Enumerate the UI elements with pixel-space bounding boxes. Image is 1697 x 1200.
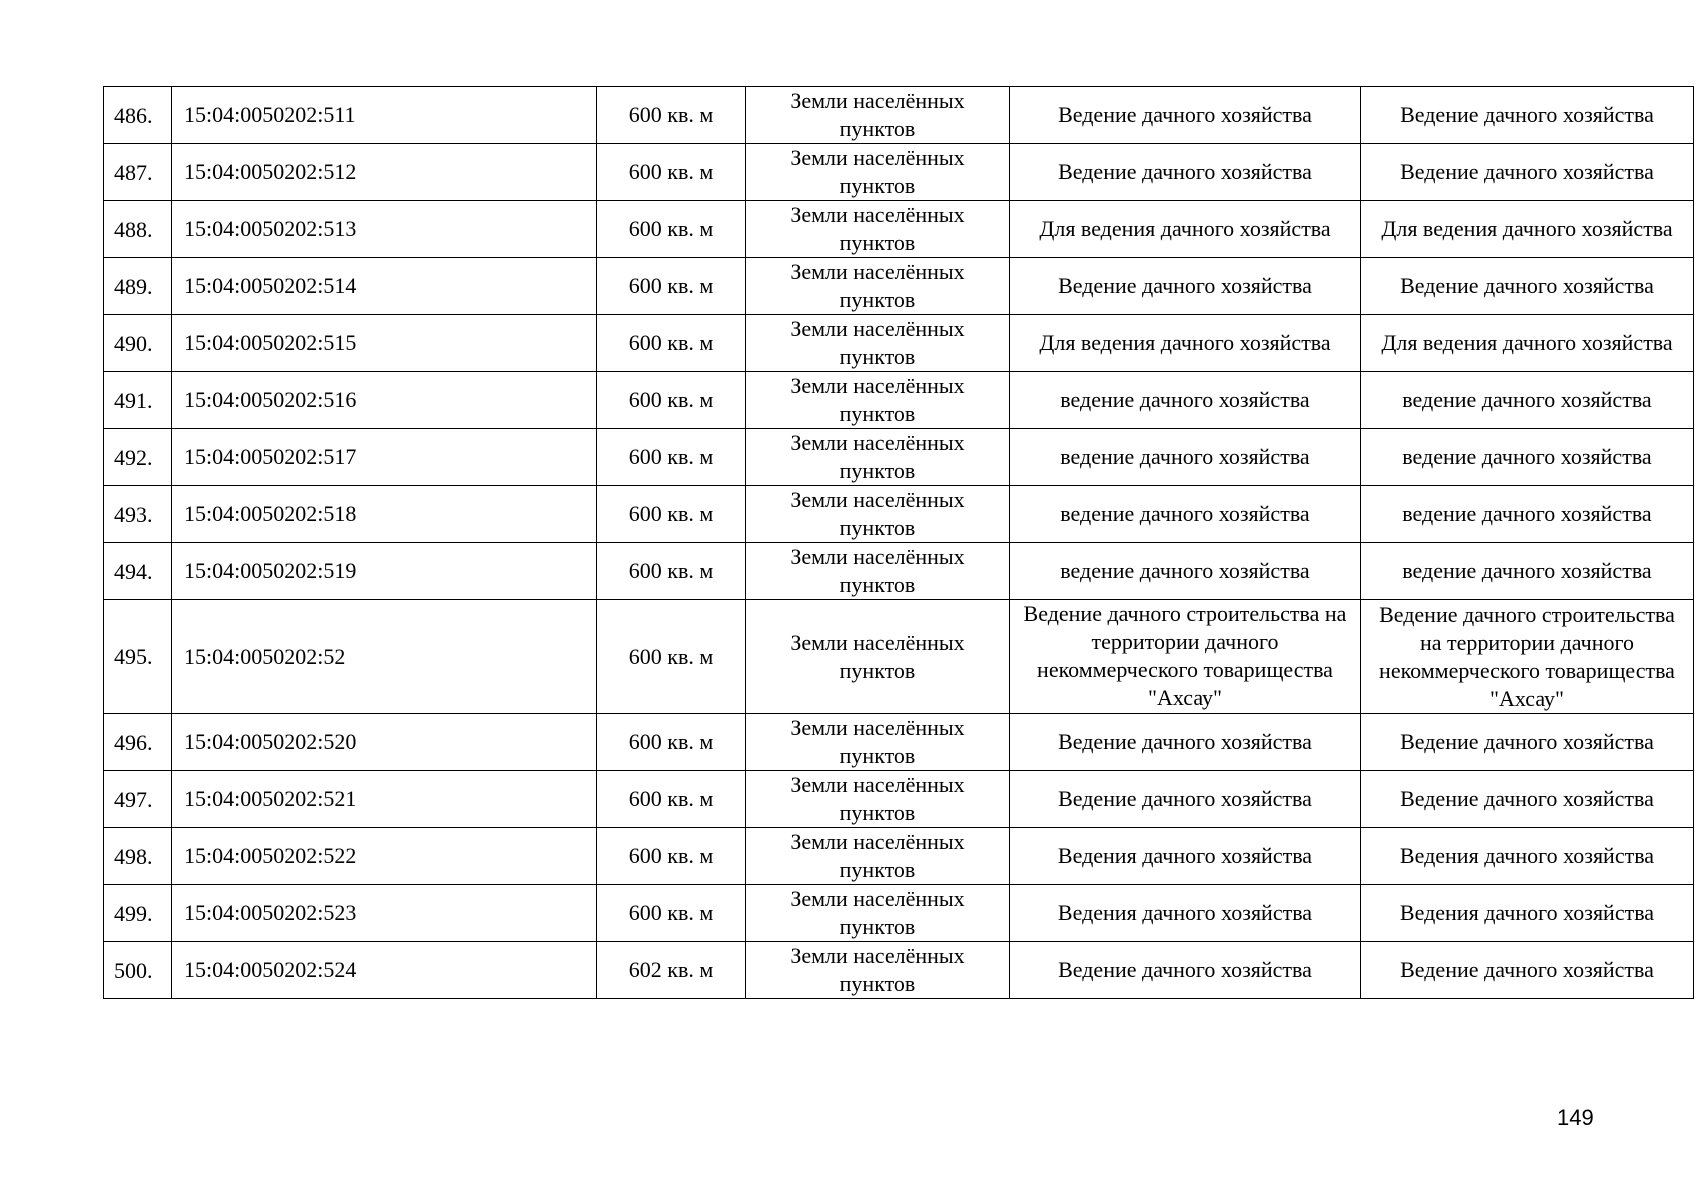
permitted-use: Для ведения дачного хозяйства: [1010, 201, 1361, 258]
permitted-use: ведение дачного хозяйства: [1010, 372, 1361, 429]
land-category-line: Земли населённых: [790, 259, 965, 284]
land-category-line: Земли населённых: [790, 886, 965, 911]
row-number: 493.: [104, 486, 172, 543]
land-category: [746, 201, 1010, 258]
table-row: [104, 771, 1694, 828]
land-category: [746, 828, 1010, 885]
row-number: 499.: [104, 885, 172, 942]
land-category: [746, 543, 1010, 600]
land-category: [746, 429, 1010, 486]
table-row: [104, 258, 1694, 315]
permitted-use: ведение дачного хозяйства: [1010, 429, 1361, 486]
table-row: [104, 315, 1694, 372]
row-number: 500.: [104, 942, 172, 999]
land-plots-table: [103, 86, 1694, 999]
row-number: 496.: [104, 714, 172, 771]
land-category: [746, 600, 1010, 714]
table-row: [104, 714, 1694, 771]
row-number: 487.: [104, 144, 172, 201]
purpose: Ведение дачного хозяйства: [1361, 144, 1694, 201]
land-category: [746, 258, 1010, 315]
purpose: Ведения дачного хозяйства: [1361, 828, 1694, 885]
land-category-line: Земли населённых: [790, 430, 965, 455]
land-category-line: пунктов: [839, 230, 916, 255]
table-row: [104, 486, 1694, 543]
cadastral-number: 15:04:0050202:511: [172, 87, 597, 144]
table-row: [104, 144, 1694, 201]
land-category-line: пунктов: [839, 800, 916, 825]
plot-area: 600 кв. м: [597, 771, 746, 828]
land-category-line: пунктов: [839, 515, 916, 540]
row-number: 492.: [104, 429, 172, 486]
cadastral-number: 15:04:0050202:517: [172, 429, 597, 486]
land-category-line: Земли населённых: [790, 373, 965, 398]
land-category: [746, 87, 1010, 144]
land-category-line: пунктов: [839, 401, 916, 426]
land-category-line: Земли населённых: [790, 88, 965, 113]
plot-area: 600 кв. м: [597, 828, 746, 885]
plot-area: 600 кв. м: [597, 144, 746, 201]
plot-area: 600 кв. м: [597, 372, 746, 429]
row-number: 489.: [104, 258, 172, 315]
row-number: 495.: [104, 600, 172, 714]
row-number: 488.: [104, 201, 172, 258]
plot-area: 600 кв. м: [597, 315, 746, 372]
purpose: Для ведения дачного хозяйства: [1361, 201, 1694, 258]
plot-area: 600 кв. м: [597, 600, 746, 714]
purpose: Ведение дачного хозяйства: [1361, 87, 1694, 144]
cadastral-number: 15:04:0050202:523: [172, 885, 597, 942]
land-category-line: Земли населённых: [790, 487, 965, 512]
table-row: [104, 87, 1694, 144]
purpose: ведение дачного хозяйства: [1361, 543, 1694, 600]
table-row: [104, 372, 1694, 429]
row-number: 491.: [104, 372, 172, 429]
purpose: Ведение дачного хозяйства: [1361, 258, 1694, 315]
land-category-line: пунктов: [839, 173, 916, 198]
cadastral-number: 15:04:0050202:513: [172, 201, 597, 258]
row-number: 490.: [104, 315, 172, 372]
land-category-line: Земли населённых: [790, 202, 965, 227]
row-number: 494.: [104, 543, 172, 600]
land-category-line: пунктов: [839, 857, 916, 882]
plot-area: 600 кв. м: [597, 201, 746, 258]
land-category-line: пунктов: [839, 116, 916, 141]
land-category-line: Земли населённых: [790, 145, 965, 170]
cadastral-number: 15:04:0050202:514: [172, 258, 597, 315]
plot-area: 600 кв. м: [597, 885, 746, 942]
plot-area: 600 кв. м: [597, 429, 746, 486]
table-row: [104, 201, 1694, 258]
purpose: ведение дачного хозяйства: [1361, 486, 1694, 543]
plot-area: 600 кв. м: [597, 714, 746, 771]
permitted-use: Ведения дачного хозяйства: [1010, 828, 1361, 885]
permitted-use: Ведение дачного строительства на территории дачного некоммерческого товарищества "Ахсау": [1010, 600, 1361, 714]
land-category-line: пунктов: [839, 344, 916, 369]
permitted-use: Ведение дачного хозяйства: [1010, 258, 1361, 315]
row-number: 498.: [104, 828, 172, 885]
land-category-line: Земли населённых: [790, 829, 965, 854]
permitted-use: ведение дачного хозяйства: [1010, 486, 1361, 543]
land-category: [746, 372, 1010, 429]
land-category: [746, 144, 1010, 201]
plot-area: 600 кв. м: [597, 543, 746, 600]
purpose: Ведение дачного хозяйства: [1361, 942, 1694, 999]
table-row: [104, 942, 1694, 999]
land-category: [746, 315, 1010, 372]
table-row: [104, 429, 1694, 486]
land-category-line: Земли населённых: [790, 715, 965, 740]
cadastral-number: 15:04:0050202:515: [172, 315, 597, 372]
purpose: ведение дачного хозяйства: [1361, 372, 1694, 429]
land-category-line: пунктов: [839, 572, 916, 597]
table-row: [104, 543, 1694, 600]
cadastral-number: 15:04:0050202:518: [172, 486, 597, 543]
cadastral-number: 15:04:0050202:524: [172, 942, 597, 999]
plot-area: 600 кв. м: [597, 87, 746, 144]
cadastral-number: 15:04:0050202:516: [172, 372, 597, 429]
land-category-line: пунктов: [839, 287, 916, 312]
land-category-line: пунктов: [839, 971, 916, 996]
row-number: 486.: [104, 87, 172, 144]
cadastral-number: 15:04:0050202:521: [172, 771, 597, 828]
plot-area: 600 кв. м: [597, 486, 746, 543]
permitted-use: Ведение дачного хозяйства: [1010, 714, 1361, 771]
land-category-line: Земли населённых: [790, 544, 965, 569]
land-category-line: Земли населённых: [790, 629, 965, 655]
land-category-line: пунктов: [839, 914, 916, 939]
cadastral-number: 15:04:0050202:519: [172, 543, 597, 600]
purpose: Для ведения дачного хозяйства: [1361, 315, 1694, 372]
land-category: [746, 885, 1010, 942]
permitted-use: Ведение дачного хозяйства: [1010, 144, 1361, 201]
purpose: Ведение дачного хозяйства: [1361, 771, 1694, 828]
land-category: [746, 486, 1010, 543]
table-row: [104, 885, 1694, 942]
permitted-use: ведение дачного хозяйства: [1010, 543, 1361, 600]
land-category: [746, 942, 1010, 999]
plot-area: 602 кв. м: [597, 942, 746, 999]
cadastral-number: 15:04:0050202:52: [172, 600, 597, 714]
permitted-use: Ведение дачного хозяйства: [1010, 942, 1361, 999]
cadastral-number: 15:04:0050202:512: [172, 144, 597, 201]
permitted-use: Ведения дачного хозяйства: [1010, 885, 1361, 942]
page-number: 149: [1557, 1105, 1594, 1130]
land-category-line: пунктов: [839, 743, 916, 768]
land-category-line: Земли населённых: [790, 316, 965, 341]
land-category-line: Земли населённых: [790, 943, 965, 968]
land-category-line: пунктов: [839, 657, 916, 683]
table-row: [104, 600, 1694, 714]
purpose: ведение дачного хозяйства: [1361, 429, 1694, 486]
plot-area: 600 кв. м: [597, 258, 746, 315]
permitted-use: Ведение дачного хозяйства: [1010, 87, 1361, 144]
purpose: Ведения дачного хозяйства: [1361, 885, 1694, 942]
row-number: 497.: [104, 771, 172, 828]
permitted-use: Ведение дачного хозяйства: [1010, 771, 1361, 828]
cadastral-number: 15:04:0050202:522: [172, 828, 597, 885]
land-category: [746, 714, 1010, 771]
permitted-use: Для ведения дачного хозяйства: [1010, 315, 1361, 372]
purpose: Ведение дачного хозяйства: [1361, 714, 1694, 771]
purpose: Ведение дачного строительства на территории дачного некоммерческого товарищества "Ахсау": [1361, 600, 1694, 714]
land-category-line: Земли населённых: [790, 772, 965, 797]
table-row: [104, 828, 1694, 885]
cadastral-number: 15:04:0050202:520: [172, 714, 597, 771]
land-category: [746, 771, 1010, 828]
land-category-line: пунктов: [839, 458, 916, 483]
